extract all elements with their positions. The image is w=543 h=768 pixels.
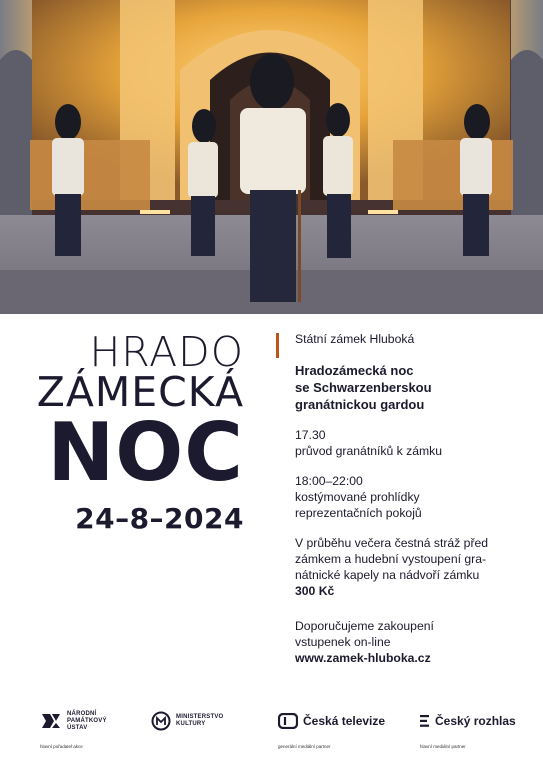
ticket-recommendation: [295, 618, 535, 666]
event-info: [295, 331, 535, 666]
event-date: 24–8–2024: [75, 502, 244, 535]
npu-caption: hlavní pořadatel akce: [40, 744, 83, 749]
program-line1: V průběhu večera čestná stráž před: [295, 536, 489, 550]
partner-cro: [420, 708, 516, 749]
event-subtitle-line1: Hradozámecká noc: [295, 363, 414, 378]
tours-text-line1: kostýmované prohlídky: [295, 490, 420, 504]
program-procession: [295, 427, 535, 459]
program-evening: [295, 535, 535, 583]
npu-name-line2: PAMÁTKOVÝ: [67, 717, 107, 724]
ct-logo-icon: [278, 713, 298, 729]
title-hrado: HRADO: [89, 328, 244, 376]
program-tours: [295, 473, 535, 521]
title-noc: NOC: [47, 406, 244, 499]
venue-name: Státní zámek Hluboká: [295, 332, 415, 346]
ct-name: Česká televize: [303, 714, 386, 728]
tours-text-line2: reprezentačních pokojů: [295, 506, 422, 520]
website-link[interactable]: www.zamek-hluboka.cz: [295, 651, 431, 665]
cro-logo-icon: [420, 714, 430, 728]
procession-text: průvod granátníků k zámku: [295, 444, 443, 458]
title-zamecka: ZÁMECKÁ: [36, 368, 244, 416]
cro-name: Český rozhlas: [435, 714, 516, 728]
tours-time: 18:00–22:00: [295, 474, 363, 488]
npu-logo-icon: [40, 712, 62, 730]
ministry-name-line1: MINISTERSTVO: [176, 714, 224, 720]
hero-photo: [0, 0, 543, 314]
partners-footer: [0, 708, 543, 758]
recommend-line1: Doporučujeme zakoupení: [295, 619, 434, 633]
recommend-line2: vstupenek on-line: [295, 635, 391, 649]
cro-caption: hlavní mediální partner: [420, 744, 466, 749]
ministry-name-line2: KULTURY: [176, 721, 206, 727]
event-subtitle-line2: se Schwarzenberskou: [295, 380, 432, 395]
program-line3: nátnické kapely na nádvoří zámku: [295, 568, 480, 582]
npu-name-line1: NÁRODNÍ: [67, 710, 97, 717]
program-line2: zámkem a hudební vystoupení gra-: [295, 552, 487, 566]
accent-bar: [276, 333, 279, 358]
npu-name-line3: ÚSTAV: [67, 724, 88, 731]
ct-caption: generální mediální partner: [278, 744, 331, 749]
ticket-price: 300 Kč: [295, 584, 335, 598]
event-subtitle-line3: granátnickou gardou: [295, 397, 425, 412]
castle-courtyard-guards-image: [0, 0, 543, 314]
partner-ministry: [151, 708, 223, 734]
ministry-logo-icon: [151, 711, 171, 731]
procession-time: 17.30: [295, 428, 326, 442]
event-subtitle: [295, 362, 535, 413]
partner-npu: [40, 708, 107, 749]
partner-ct: [278, 708, 385, 749]
